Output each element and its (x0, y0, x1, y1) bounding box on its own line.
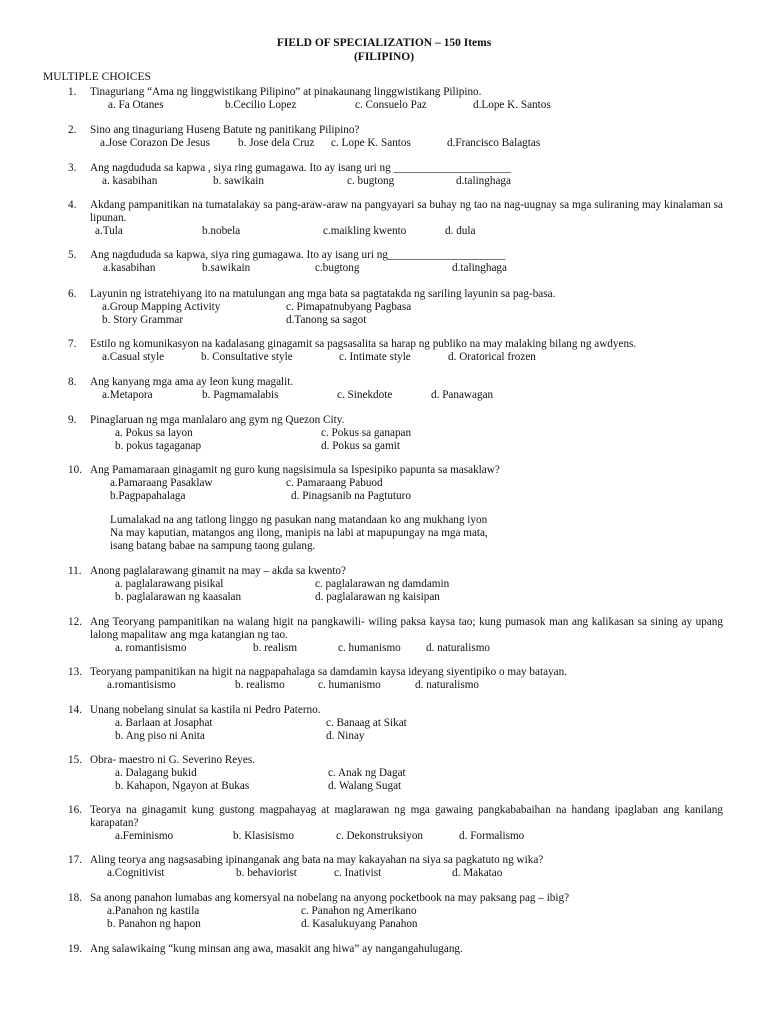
question-item (68, 704, 723, 743)
question-number: 7. (68, 338, 77, 350)
answer-choice: d. Oratorical frozen (448, 351, 536, 363)
answer-choice: a.Feminismo (115, 830, 174, 842)
answer-choice: c. Anak ng Dagat (328, 767, 406, 779)
question-number: 6. (68, 288, 77, 300)
answer-choice: b. paglalarawan ng kaasalan (115, 591, 242, 603)
answer-choice: b.nobela (202, 225, 241, 237)
answer-choice: c. humanismo (338, 642, 401, 654)
reading-passage (110, 514, 488, 553)
question-stem: Unang nobelang sinulat sa kastila ni Pedro Paterno. (90, 704, 321, 716)
answer-choice: d. Panawagan (431, 389, 494, 401)
choice-line (90, 477, 723, 490)
answer-choice: b. Consultative style (201, 351, 293, 363)
answer-choice: c. Dekonstruksiyon (336, 830, 424, 842)
choice-line (90, 767, 723, 780)
choice-line (90, 780, 723, 793)
answer-choice: a.Pamaraang Pasaklaw (110, 477, 213, 489)
question-number: 19. (68, 943, 82, 955)
answer-choice: c. Pokus sa ganapan (321, 427, 412, 439)
question-item (68, 288, 723, 327)
answer-choice: d.Francisco Balagtas (447, 137, 541, 149)
question-number: 1. (68, 86, 77, 98)
question-item (68, 414, 723, 453)
answer-choice: c. Lope K. Santos (331, 137, 411, 149)
choice-line (90, 730, 723, 743)
answer-choice: d. Ninay (326, 730, 365, 742)
answer-choice: c. Pimapatnubyang Pagbasa (286, 301, 412, 313)
question-stem: Ang kanyang mga ama ay leon kung magalit. (90, 376, 294, 388)
choice-line (90, 440, 723, 453)
question-item (68, 892, 723, 931)
choice-line (90, 314, 723, 327)
question-number: 12. (68, 616, 82, 628)
answer-choice: b. Ang piso ni Anita (115, 730, 205, 742)
question-item (68, 162, 723, 188)
answer-choice: c. Banaag at Sikat (326, 717, 407, 729)
choice-line (90, 642, 723, 655)
choice-line (90, 389, 723, 402)
question-item (68, 124, 723, 150)
question-stem: Teoryang pampanitikan na higit na nagpapahalaga sa damdamin kaysa ideyang siyentipiko o may batayan. (90, 666, 568, 678)
answer-choice: a. paglalarawang pisikal (115, 578, 224, 590)
answer-choice: a.Panahon ng kastila (107, 905, 200, 917)
answer-choice: c.bugtong (315, 262, 360, 274)
answer-choice: a. kasabihan (102, 175, 158, 187)
question-number: 14. (68, 704, 82, 716)
answer-choice: b. pokus tagaganap (115, 440, 202, 452)
answer-choice: b. Pagmamalabis (202, 389, 279, 401)
answer-choice: a.Metapora (102, 389, 153, 401)
answer-choice: b. Klasisismo (233, 830, 294, 842)
question-stem: Ang Pamamaraan ginagamit ng guro kung nagsisimula sa Ispesipiko papunta sa masaklaw? (90, 464, 500, 476)
answer-choice: a.Tula (95, 225, 123, 237)
section-label: MULTIPLE CHOICES (43, 71, 151, 83)
answer-choice: d. Walang Sugat (328, 780, 402, 792)
question-number: 18. (68, 892, 82, 904)
answer-choice: b. Story Grammar (102, 314, 184, 326)
answer-choice: b.Cecilio Lopez (225, 99, 297, 111)
question-item (68, 338, 723, 364)
answer-choice: a. romantisismo (115, 642, 187, 654)
passage-line: isang batang babae na sampung taong gulang. (110, 540, 316, 552)
question-stem: Layunin ng istratehiyang ito na matulungan ang mga bata sa pagtatakda ng sariling layunin sa pag-basa. (90, 288, 556, 300)
answer-choice: a.romantisismo (107, 679, 176, 691)
question-item (68, 376, 723, 402)
choice-line (90, 137, 723, 150)
question-number: 16. (68, 804, 82, 816)
choice-line (90, 578, 723, 591)
choice-line (90, 918, 723, 931)
answer-choice: c. Intimate style (339, 351, 411, 363)
choice-line (90, 351, 723, 364)
answer-choice: d. Pinagsanib na Pagtuturo (291, 490, 411, 502)
question-item (68, 565, 723, 604)
answer-choice: a.Group Mapping Activity (102, 301, 221, 313)
question-stem: Obra- maestro ni G. Severino Reyes. (90, 754, 255, 766)
question-item (68, 616, 723, 655)
question-number: 5. (68, 249, 77, 261)
question-number: 8. (68, 376, 77, 388)
question-stem: Sa anong panahon lumabas ang komersyal na nobelang na anyong pocketbook na may paksang pag – ibig? (90, 892, 570, 904)
choice-line (90, 905, 723, 918)
choice-line (90, 830, 723, 843)
answer-choice: d. naturalismo (426, 642, 491, 654)
answer-choice: b. Panahon ng hapon (107, 918, 201, 930)
choice-line (90, 175, 723, 188)
answer-choice: d. Pokus sa gamit (321, 440, 400, 452)
question-stem: Ang nagdududa sa kapwa , siya ring gumagawa. Ito ay isang uri ng _____________________ (90, 162, 512, 174)
question-item (68, 943, 723, 956)
question-number: 15. (68, 754, 82, 766)
document-subtitle: (FILIPINO) (353, 51, 415, 63)
answer-choice: b. realism (253, 642, 298, 654)
answer-choice: a. Barlaan at Josaphat (115, 717, 213, 729)
answer-choice: c. Inativist (334, 867, 382, 879)
question-number: 2. (68, 124, 77, 136)
question-number: 13. (68, 666, 82, 678)
question-item (68, 754, 723, 793)
answer-choice: d.Tanong sa sagot (286, 314, 367, 326)
answer-choice: b. realismo (235, 679, 285, 691)
answer-choice: b. Kahapon, Ngayon at Bukas (115, 780, 250, 792)
answer-choice: d. dula (445, 225, 476, 237)
answer-choice: d.Lope K. Santos (473, 99, 551, 111)
answer-choice: a.Casual style (102, 351, 165, 363)
choice-line (90, 427, 723, 440)
answer-choice: d. Kasalukuyang Panahon (301, 918, 418, 930)
answer-choice: a.Jose Corazon De Jesus (100, 137, 210, 149)
question-item (68, 86, 723, 112)
question-stem: Ang nagdududa sa kapwa, siya ring gumagawa. Ito ay isang uri ng_____________________ (90, 249, 506, 261)
answer-choice: a.Cognitivist (107, 867, 165, 879)
question-number: 10. (68, 464, 82, 476)
question-item (68, 464, 723, 503)
answer-choice: d. paglalarawan ng kaisipan (315, 591, 440, 603)
choice-line (90, 99, 723, 112)
answer-choice: d. Formalismo (459, 830, 525, 842)
choice-line (90, 301, 723, 314)
passage-line: Na may kaputian, matangos ang ilong, manipis na labi at mapupungay na mga mata, (110, 527, 488, 539)
question-number: 17. (68, 854, 82, 866)
question-stem: Estilo ng komunikasyon na kadalasang ginagamit sa pagsasalita sa harap ng publiko na may malaking bilang ng awdyens. (90, 338, 637, 350)
answer-choice: d.talinghaga (452, 262, 507, 274)
answer-choice: b. behaviorist (236, 867, 297, 879)
question-stem: Aling teorya ang nagsasabing ipinanganak ang bata na may kakayahan na siya sa pagkatuto ng wika? (90, 854, 544, 866)
choice-line (90, 679, 723, 692)
answer-choice: a. Dalagang bukid (115, 767, 197, 779)
answer-choice: a.kasabihan (103, 262, 156, 274)
question-stem: Sino ang tinaguriang Huseng Batute ng panitikang Pilipino? (90, 124, 360, 136)
answer-choice: b. sawikain (213, 175, 264, 187)
question-number: 9. (68, 414, 77, 426)
passage-line: Lumalakad na ang tatlong linggo ng pasukan nang matandaan ko ang mukhang iyon (110, 514, 488, 526)
question-number: 3. (68, 162, 77, 174)
answer-choice: d.talinghaga (456, 175, 511, 187)
document-title: FIELD OF SPECIALIZATION – 150 Items (276, 37, 492, 49)
answer-choice: b.sawikain (202, 262, 251, 274)
answer-choice: a. Pokus sa layon (115, 427, 193, 439)
answer-choice: d. naturalismo (415, 679, 480, 691)
answer-choice: c. Panahon ng Amerikano (301, 905, 417, 917)
answer-choice: c. Pamaraang Pabuod (286, 477, 383, 489)
answer-choice: c. paglalarawan ng damdamin (315, 578, 450, 590)
choice-line (90, 262, 723, 275)
question-stem: Anong paglalarawang ginamit na may – akda sa kwento? (90, 565, 346, 577)
question-number: 4. (68, 199, 77, 211)
answer-choice: c. Consuelo Paz (355, 99, 427, 111)
question-item (68, 854, 723, 880)
question-stem: Akdang pampanitikan na tumatalakay sa pang-araw-araw na pangyayari sa buhay ng tao na nag-uugnay sa mga suliraning may kinalaman sa lipunan. (90, 199, 723, 224)
question-stem: Tinaguriang “Ama ng linggwistikang Pilipino” at pinakaunang linggwistikang Pilipino. (90, 86, 482, 98)
question-item (68, 249, 723, 275)
answer-choice: c. humanismo (318, 679, 381, 691)
choice-line (90, 717, 723, 730)
question-stem: Teorya na ginagamit kung gustong magpahayag at maglarawan ng mga gawaing pangkababaihan na handang ipaglaban ang kanilang karapatan? (90, 804, 723, 829)
choice-line (90, 225, 723, 238)
question-item (68, 804, 723, 843)
question-item (68, 666, 723, 692)
answer-choice: c.maikling kwento (323, 225, 407, 237)
choice-line (90, 591, 723, 604)
question-stem: Pinaglaruan ng mga manlalaro ang gym ng Quezon City. (90, 414, 345, 426)
answer-choice: b. Jose dela Cruz (238, 137, 315, 149)
question-item (68, 199, 723, 238)
question-stem: Ang Teoryang pampanitikan na walang higit na pangkawili- wiling paksa kaysa tao; kung pumasok man ang kalikasan sa sining ay upang lalong mapalitaw ang mga katangian ng tao. (90, 616, 723, 641)
answer-choice: d. Makatao (452, 867, 503, 879)
choice-line (90, 490, 723, 503)
answer-choice: c. bugtong (347, 175, 395, 187)
answer-choice: a. Fa Otanes (108, 99, 164, 111)
answer-choice: c. Sinekdote (337, 389, 393, 401)
answer-choice: b.Pagpapahalaga (110, 490, 186, 502)
question-number: 11. (68, 565, 82, 577)
question-stem: Ang salawikaing “kung minsan ang awa, masakit ang hiwa” ay nangangahulugang. (90, 943, 463, 955)
choice-line (90, 867, 723, 880)
